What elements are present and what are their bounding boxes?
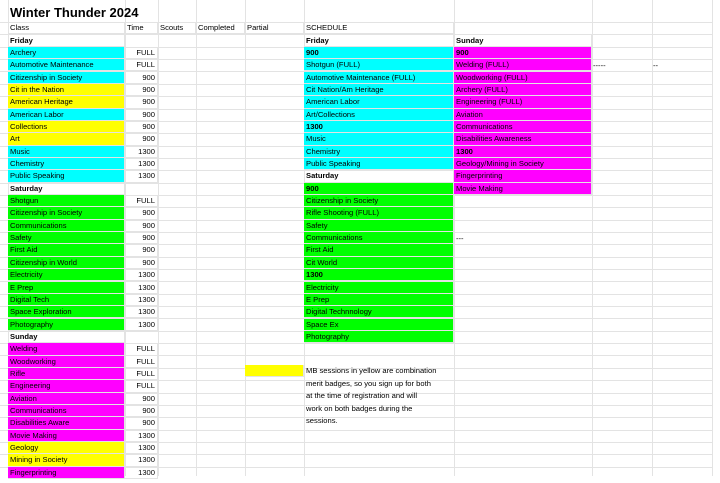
dash-mark: ----- xyxy=(593,61,606,70)
class-cell[interactable]: Rifle xyxy=(8,368,125,380)
schedule-heading[interactable]: 1300 xyxy=(304,269,454,281)
class-cell[interactable]: Engineering xyxy=(8,380,125,392)
note-line-3: at the time of registration and will xyxy=(306,391,418,400)
grid-column-line xyxy=(712,0,713,476)
time-cell[interactable]: FULL xyxy=(125,380,158,392)
day-heading[interactable]: Friday xyxy=(8,35,125,47)
note-line-4: work on both badges during the xyxy=(306,403,413,413)
time-cell[interactable]: 1300 xyxy=(125,306,158,318)
time-cell[interactable]: 1300 xyxy=(125,467,158,479)
schedule-cell[interactable]: Engineering (FULL) xyxy=(454,96,592,108)
class-cell[interactable]: Communications xyxy=(8,405,125,417)
class-cell[interactable]: Automotive Maintenance xyxy=(8,59,125,71)
schedule-heading[interactable]: 900 xyxy=(304,183,454,195)
time-cell[interactable]: 1300 xyxy=(125,282,158,294)
class-cell[interactable]: Photography xyxy=(8,319,125,331)
schedule-heading[interactable]: Sunday xyxy=(454,35,592,47)
header-class[interactable]: Class xyxy=(8,22,125,34)
grid-column-line xyxy=(158,0,159,476)
schedule-heading[interactable]: 1300 xyxy=(304,121,454,133)
schedule-cell[interactable]: Fingerprinting xyxy=(454,170,592,182)
class-cell[interactable]: First Aid xyxy=(8,244,125,256)
header-partial[interactable]: Partial xyxy=(245,22,304,34)
schedule-cell[interactable]: Cit Nation/Am Heritage xyxy=(304,84,454,96)
schedule-cell[interactable]: Space Ex xyxy=(304,319,454,331)
class-cell[interactable]: Disabilities Aware xyxy=(8,417,125,429)
class-cell[interactable]: Mining in Society xyxy=(8,454,125,466)
schedule-cell[interactable]: Communications xyxy=(454,121,592,133)
time-cell[interactable]: 900 xyxy=(125,96,158,108)
class-cell[interactable]: Music xyxy=(8,146,125,158)
time-cell[interactable]: 1300 xyxy=(125,454,158,466)
class-cell[interactable]: Geology xyxy=(8,442,125,454)
dash-mark: -- xyxy=(653,61,659,70)
schedule-heading[interactable]: 1300 xyxy=(454,146,592,158)
time-cell[interactable]: 900 xyxy=(125,393,158,405)
schedule-cell[interactable]: Citizenship in Society xyxy=(304,195,454,207)
header-schedule[interactable]: SCHEDULE xyxy=(304,22,454,34)
schedule-cell[interactable]: Movie Making xyxy=(454,183,592,195)
class-cell[interactable]: American Heritage xyxy=(8,96,125,108)
class-cell[interactable]: Space Exploration xyxy=(8,306,125,318)
class-cell[interactable]: Art xyxy=(8,133,125,145)
schedule-cell[interactable]: Woodworking (FULL) xyxy=(454,72,592,84)
class-cell[interactable]: Shotgun xyxy=(8,195,125,207)
time-cell[interactable]: FULL xyxy=(125,368,158,380)
schedule-cell[interactable]: Rifle Shooting (FULL) xyxy=(304,207,454,219)
schedule-heading[interactable]: Saturday xyxy=(304,170,454,182)
class-cell[interactable]: E Prep xyxy=(8,282,125,294)
time-cell[interactable]: 1300 xyxy=(125,158,158,170)
note-line-5: sessions. xyxy=(306,416,338,425)
time-cell[interactable]: 900 xyxy=(125,220,158,232)
time-cell[interactable]: 1300 xyxy=(125,430,158,442)
time-cell[interactable]: 900 xyxy=(125,72,158,84)
schedule-cell[interactable]: Safety xyxy=(304,220,454,232)
schedule-cell[interactable]: E Prep xyxy=(304,294,454,306)
schedule-cell[interactable]: Geology/Mining in Society xyxy=(454,158,592,170)
schedule-cell[interactable]: Shotgun (FULL) xyxy=(304,59,454,71)
schedule-cell[interactable]: Public Speaking xyxy=(304,158,454,170)
class-cell[interactable]: Communications xyxy=(8,220,125,232)
schedule-cell[interactable]: American Labor xyxy=(304,96,454,108)
schedule-cell[interactable]: Cit World xyxy=(304,257,454,269)
time-cell[interactable]: 900 xyxy=(125,133,158,145)
time-cell[interactable]: 900 xyxy=(125,109,158,121)
schedule-cell[interactable]: Communications xyxy=(304,232,454,244)
class-cell[interactable]: Welding xyxy=(8,343,125,355)
time-cell[interactable]: 900 xyxy=(125,232,158,244)
time-cell[interactable]: 1300 xyxy=(125,442,158,454)
schedule-cell[interactable]: Chemistry xyxy=(304,146,454,158)
class-cell[interactable]: Chemistry xyxy=(8,158,125,170)
note-line-1: MB sessions in yellow are combination xyxy=(306,366,437,375)
time-cell[interactable]: FULL xyxy=(125,47,158,59)
dash-mark: --- xyxy=(456,234,464,243)
schedule-cell[interactable]: Archery (FULL) xyxy=(454,84,592,96)
note-line-2: merit badges, so you sign up for both xyxy=(306,378,431,388)
class-cell[interactable]: Cit in the Nation xyxy=(8,84,125,96)
time-cell[interactable]: FULL xyxy=(125,343,158,355)
schedule-cell[interactable]: Welding (FULL) xyxy=(454,59,592,71)
schedule-cell[interactable]: Electricity xyxy=(304,282,454,294)
schedule-heading[interactable]: 900 xyxy=(304,47,454,59)
class-cell[interactable]: American Labor xyxy=(8,109,125,121)
class-cell[interactable]: Citizenship in World xyxy=(8,257,125,269)
time-cell[interactable]: FULL xyxy=(125,356,158,368)
time-cell[interactable]: 900 xyxy=(125,405,158,417)
class-cell[interactable]: Citizenship in Society xyxy=(8,72,125,84)
schedule-heading[interactable]: 900 xyxy=(454,47,592,59)
time-cell[interactable]: 1300 xyxy=(125,269,158,281)
time-cell[interactable]: 1300 xyxy=(125,294,158,306)
schedule-cell[interactable]: Photography xyxy=(304,331,454,343)
grid-column-line xyxy=(196,0,197,476)
class-cell[interactable]: Digital Tech xyxy=(8,294,125,306)
time-cell[interactable]: 1300 xyxy=(125,319,158,331)
schedule-cell[interactable]: Digital Technnology xyxy=(304,306,454,318)
class-cell[interactable]: Public Speaking xyxy=(8,170,125,182)
class-cell[interactable]: Movie Making xyxy=(8,430,125,442)
schedule-cell[interactable]: Aviation xyxy=(454,109,592,121)
time-cell[interactable]: 900 xyxy=(125,121,158,133)
day-heading[interactable]: Saturday xyxy=(8,183,125,195)
time-cell[interactable]: 900 xyxy=(125,84,158,96)
time-cell[interactable]: FULL xyxy=(125,59,158,71)
class-cell[interactable]: Electricity xyxy=(8,269,125,281)
schedule-cell[interactable]: Automotive Maintenance (FULL) xyxy=(304,72,454,84)
schedule-cell[interactable]: Music xyxy=(304,133,454,145)
grid-column-line xyxy=(245,0,246,476)
time-cell[interactable]: 900 xyxy=(125,207,158,219)
class-cell[interactable]: Fingerprinting xyxy=(8,467,125,479)
class-cell[interactable]: Collections xyxy=(8,121,125,133)
time-cell[interactable]: 1300 xyxy=(125,146,158,158)
class-cell[interactable]: Safety xyxy=(8,232,125,244)
header-scouts[interactable]: Scouts xyxy=(158,22,196,34)
schedule-cell[interactable]: Disabilities Awareness xyxy=(454,133,592,145)
time-cell[interactable]: 900 xyxy=(125,244,158,256)
time-cell[interactable]: FULL xyxy=(125,195,158,207)
time-cell[interactable]: 1300 xyxy=(125,170,158,182)
header-completed[interactable]: Completed xyxy=(196,22,245,34)
sheet-title: Winter Thunder 2024 xyxy=(10,5,139,20)
class-cell[interactable]: Archery xyxy=(8,47,125,59)
day-heading[interactable]: Sunday xyxy=(8,331,125,343)
time-cell[interactable]: 900 xyxy=(125,417,158,429)
schedule-cell[interactable]: Art/Collections xyxy=(304,109,454,121)
class-cell[interactable]: Woodworking xyxy=(8,356,125,368)
schedule-cell[interactable]: First Aid xyxy=(304,244,454,256)
class-cell[interactable]: Citizenship in Society xyxy=(8,207,125,219)
schedule-heading[interactable]: Friday xyxy=(304,35,454,47)
header-time[interactable]: Time xyxy=(125,22,158,34)
time-cell[interactable]: 900 xyxy=(125,257,158,269)
class-cell[interactable]: Aviation xyxy=(8,393,125,405)
partial-highlight-cell[interactable] xyxy=(245,365,304,377)
